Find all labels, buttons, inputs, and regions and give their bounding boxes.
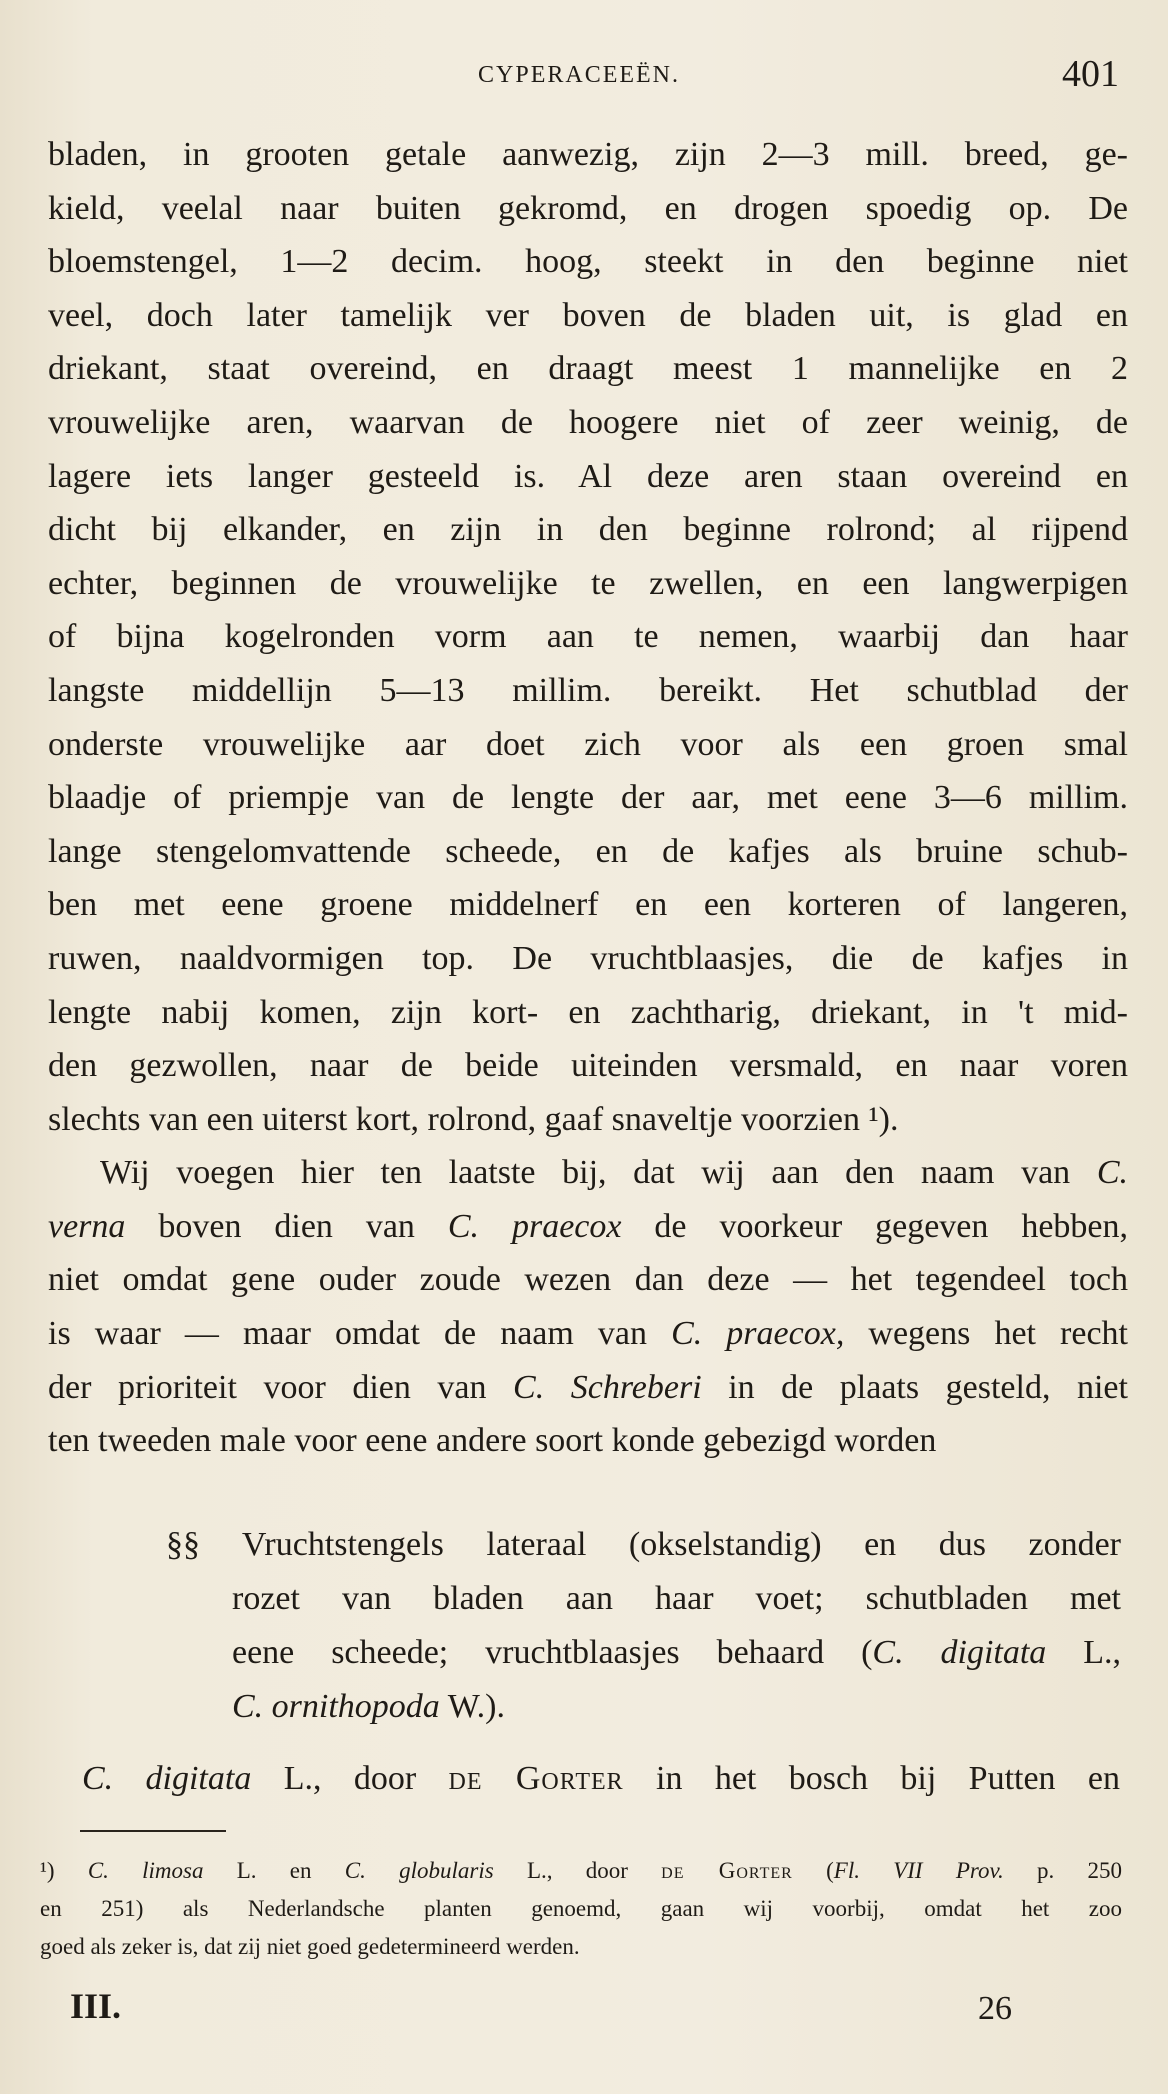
- page-number: 401: [1062, 53, 1119, 95]
- footnote-line: ¹) C. limosa L. en C. globularis L., door de Gorter (Fl. VII Prov. p. 250: [40, 1858, 1122, 1883]
- body-line: driekant, staat overeind, en draagt meest 1 mannelijke en 2: [48, 350, 1128, 388]
- paragraph-2-line: Wij voegen hier ten laatste bij, dat wij aan den naam van C.: [100, 1154, 1128, 1192]
- taxon-name: C. ornithopoda: [232, 1688, 440, 1725]
- body-line: of bijna kogelronden vorm aan te nemen, waarbij dan haar: [48, 618, 1128, 656]
- footnote-rule: [80, 1830, 226, 1832]
- subsection-line: rozet van bladen aan haar voet; schutbladen met: [232, 1580, 1121, 1617]
- author-name: de Gorter: [448, 1760, 624, 1797]
- footnote-line: en 251) als Nederlandsche planten genoemd, gaan wij voorbij, omdat het zoo: [40, 1896, 1122, 1921]
- paragraph-2-line: is waar — maar omdat de naam van C. praecox, wegens het recht: [48, 1315, 1128, 1353]
- running-head-title: CYPERACEEËN.: [478, 62, 681, 88]
- body-line: slechts van een uiterst kort, rolrond, gaaf snaveltje voorzien ¹).: [48, 1100, 899, 1138]
- taxon-name: C. digitata: [82, 1760, 252, 1797]
- signature-mark: III.: [70, 1986, 122, 2026]
- body-line: lange stengelomvattende scheede, en de kafjes als bruine schub-: [48, 832, 1128, 870]
- species-entry: [82, 1752, 1120, 1806]
- body-line: blaadje of priempje van de lengte der aar, met eene 3—6 millim.: [48, 779, 1128, 817]
- paragraph-2-line: ten tweeden male voor eene andere soort konde gebezigd worden: [48, 1422, 937, 1460]
- body-text: [48, 128, 1128, 1468]
- body-line: dicht bij elkander, en zijn in den beginne rolrond; al rijpend: [48, 511, 1128, 549]
- body-line: langste middellijn 5—13 millim. bereikt. Het schutblad der: [48, 671, 1128, 709]
- key-subsection: [166, 1518, 1121, 1734]
- body-line: kield, veelal naar buiten gekromd, en drogen spoedig op. De: [48, 189, 1128, 227]
- body-line: onderste vrouwelijke aar doet zich voor als een groen smal: [48, 725, 1128, 763]
- body-line: echter, beginnen de vrouwelijke te zwellen, en een langwerpigen: [48, 564, 1128, 602]
- running-head: [0, 52, 1168, 102]
- body-line: ben met eene groene middelnerf en een korteren of langeren,: [48, 886, 1128, 924]
- subsection-line: §§ Vruchtstengels lateraal (okselstandig) en dus zonder: [166, 1526, 1121, 1563]
- body-line: vrouwelijke aren, waarvan de hoogere niet of zeer weinig, de: [48, 403, 1128, 441]
- paragraph-2-line: der prioriteit voor dien van C. Schreberi in de plaats gesteld, niet: [48, 1368, 1128, 1406]
- species-entry-line: C. digitata L., door de Gorter in het bosch bij Putten en: [82, 1760, 1121, 1797]
- footnote: [40, 1852, 1122, 1966]
- taxon-name: C. digitata: [872, 1634, 1047, 1671]
- paragraph-2-line: niet omdat gene ouder zoude wezen dan deze — het tegendeel toch: [48, 1261, 1128, 1299]
- taxon-name: verna: [48, 1207, 126, 1245]
- taxon-name: C. praecox: [447, 1207, 622, 1245]
- subsection-line: eene scheede; vruchtblaasjes behaard (C. digitata L.,: [232, 1634, 1121, 1671]
- body-line: bladen, in grooten getale aanwezig, zijn 2—3 mill. breed, ge-: [48, 136, 1128, 173]
- paragraph-2-line: verna boven dien van C. praecox de voorkeur gegeven hebben,: [48, 1207, 1129, 1245]
- subsection-line: C. ornithopoda W.).: [232, 1688, 505, 1725]
- body-line: veel, doch later tamelijk ver boven de bladen uit, is glad en: [48, 296, 1128, 334]
- sheet-number: 26: [978, 1990, 1012, 2027]
- body-line: lagere iets langer gesteeld is. Al deze aren staan overeind en: [48, 457, 1128, 495]
- body-line: bloemstengel, 1—2 decim. hoog, steekt in den beginne niet: [48, 243, 1128, 281]
- taxon-name: C. Schreberi: [513, 1368, 702, 1406]
- footnote-line: goed als zeker is, dat zij niet goed gedetermineerd werden.: [40, 1934, 580, 1959]
- taxon-name: C.: [1096, 1154, 1128, 1192]
- body-line: lengte nabij komen, zijn kort- en zachtharig, driekant, in 't mid-: [48, 993, 1128, 1031]
- taxon-name: C. praecox,: [671, 1315, 845, 1353]
- body-line: ruwen, naaldvormigen top. De vruchtblaasjes, die de kafjes in: [48, 939, 1128, 977]
- body-line: den gezwollen, naar de beide uiteinden versmald, en naar voren: [48, 1047, 1128, 1085]
